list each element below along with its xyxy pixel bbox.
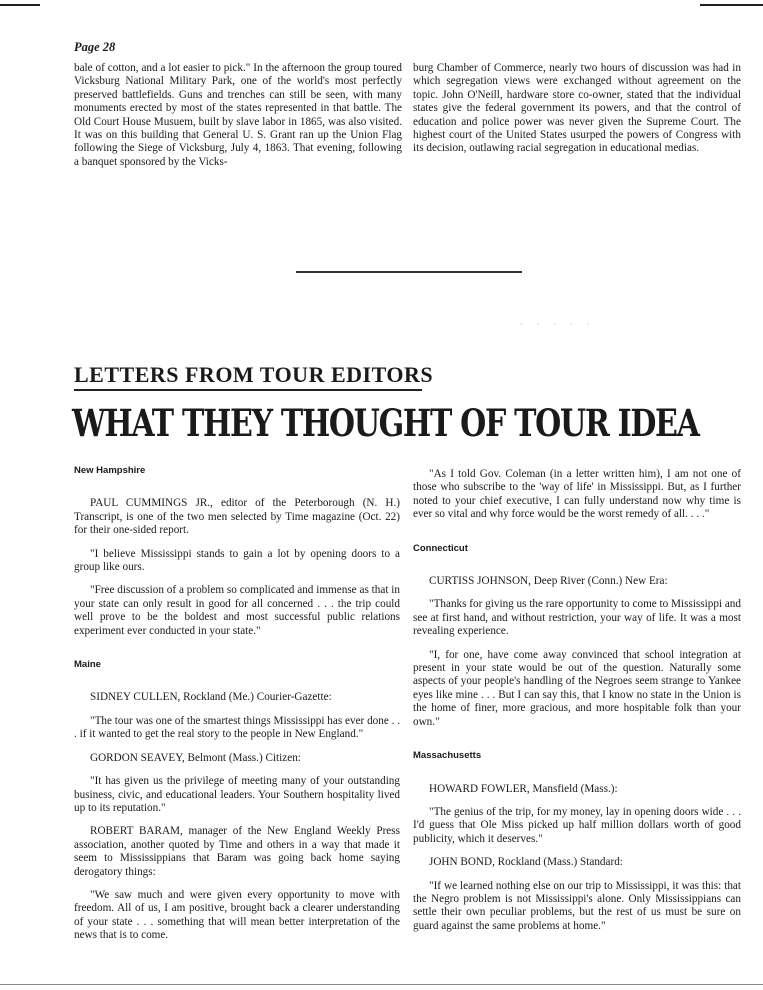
bottom-rule xyxy=(0,984,763,985)
state-heading-connecticut: Connecticut xyxy=(413,542,468,554)
section-title: LETTERS FROM TOUR EDITORS xyxy=(74,362,434,387)
letters-column-left xyxy=(74,464,400,943)
paragraph: SIDNEY CULLEN, Rockland (Me.) Courier-Gazette: xyxy=(90,691,332,704)
article-col1-text: bale of cotton, and a lot easier to pick." In the afternoon the group toured Vicksburg National Military Park, one of the world's most perfectly preserved battlefields. Guns and trenches can still be seen, with many monuments erected by most of the states represented in that battle. The Old Court House Musuem, built by slave labor in 1865, was also visited. It was on this building that General U. S. Grant ran up the Union Flag following the Siege of Vicksburg, July 4, 1863. That evening, following a banquet sponsored by the Vicks- xyxy=(74,62,402,168)
paragraph: "The tour was one of the smartest things Mississippi has ever done . . . if it wanted to get the real story to the people in New England." xyxy=(74,714,400,741)
top-rule-left xyxy=(0,4,40,6)
article-column-right xyxy=(413,62,741,156)
paragraph: "As I told Gov. Coleman (in a letter written him), I am not one of those who subscribe to the 'way of life' in Mississippi. But, as I further noted to your chief executive, I can fully understand now why time is ever so vital and why force would be the worst remedy of all. . . ." xyxy=(413,468,741,521)
article-col2-text: burg Chamber of Commerce, nearly two hours of discussion was had in which segregation views were exchanged without agreement on the topic. John O'Neill, hardware store co-owner, stated that the individual states give the federal government its powers, and that the control of education and police power was never given the Supreme Court. The highest court of the United States usurped the powers of Congress with its decision, outlawing racial segregation in educational medias. xyxy=(413,62,741,155)
paragraph: "It has given us the privilege of meeting many of your outstanding business, civic, and educational leaders. Your Southern hospitality lived up to its reputation." xyxy=(74,775,400,814)
paragraph: "I believe Mississippi stands to gain a lot by opening doors to a group like ours. xyxy=(74,547,400,574)
page-number: Page 28 xyxy=(74,40,116,54)
top-rule-right xyxy=(700,4,763,6)
state-heading-massachusetts: Massachusetts xyxy=(413,750,482,762)
paragraph: "Free discussion of a problem so complicated and immense as that in your state can only result in good for all concerned . . . the trip could well prove to be the boldest and most successful public relations experiment ever conducted in your state." xyxy=(74,584,400,637)
paragraph: "I, for one, have come away convinced that school integration at present in your state would be out of the question. Naturally some aspects of your people's handling of the Negroes seem strange to Yankee eyes like mine . . . But I can say this, that I know no state in the Union is the home of finer, more gracious, and more hospitable folk than your own." xyxy=(413,648,741,728)
headline: WHAT THEY THOUGHT OF TOUR IDEA xyxy=(72,402,699,446)
letters-column-right xyxy=(413,468,741,933)
paragraph: CURTISS JOHNSON, Deep River (Conn.) New Era: xyxy=(429,575,668,588)
section-divider xyxy=(296,271,522,273)
section-title-underline xyxy=(74,389,422,391)
paragraph: "We saw much and were given every opportunity to move with freedom. All of us, I am positive, brought back a clearer understanding of your state . . . something that will mean better interpretation of the news that is to come. xyxy=(74,888,400,942)
paragraph: GORDON SEAVEY, Belmont (Mass.) Citizen: xyxy=(90,751,301,764)
state-heading-new-hampshire: New Hampshire xyxy=(74,465,146,476)
paragraph: "If we learned nothing else on our trip to Mississippi, it was this: that the Negro problem is not Mississippi's alone. Only Mississippians can settle their own peculiar problems, but the rest of us must be sure on guard against the same problems at home." xyxy=(413,879,741,932)
article-column-left xyxy=(74,62,402,169)
paragraph: "The genius of the trip, for my money, lay in opening doors wide . . . I'd guess that Ole Miss picked up half million dollars worth of good publicity, which it deserves." xyxy=(413,805,741,845)
paragraph: HOWARD FOWLER, Mansfield (Mass.): xyxy=(429,782,618,795)
state-heading-maine: Maine xyxy=(74,659,101,671)
print-specks: · · · · · xyxy=(520,320,596,329)
paragraph: ROBERT BARAM, manager of the New England Weekly Press association, another quoted by Time and others in a way that made it seem to Mississippians that Baram was going back home saying derogatory things: xyxy=(74,825,400,878)
paragraph: "Thanks for giving us the rare opportunity to come to Mississippi and see at first hand, and without restriction, your way of life. It was a most revealing experience. xyxy=(413,598,741,638)
paragraph: JOHN BOND, Rockland (Mass.) Standard: xyxy=(429,856,623,869)
paragraph: PAUL CUMMINGS JR., editor of the Peterborough (N. H.) Transcript, is one of the two men selected by Time magazine (Oct. 22) for their one-sided report. xyxy=(74,497,400,537)
